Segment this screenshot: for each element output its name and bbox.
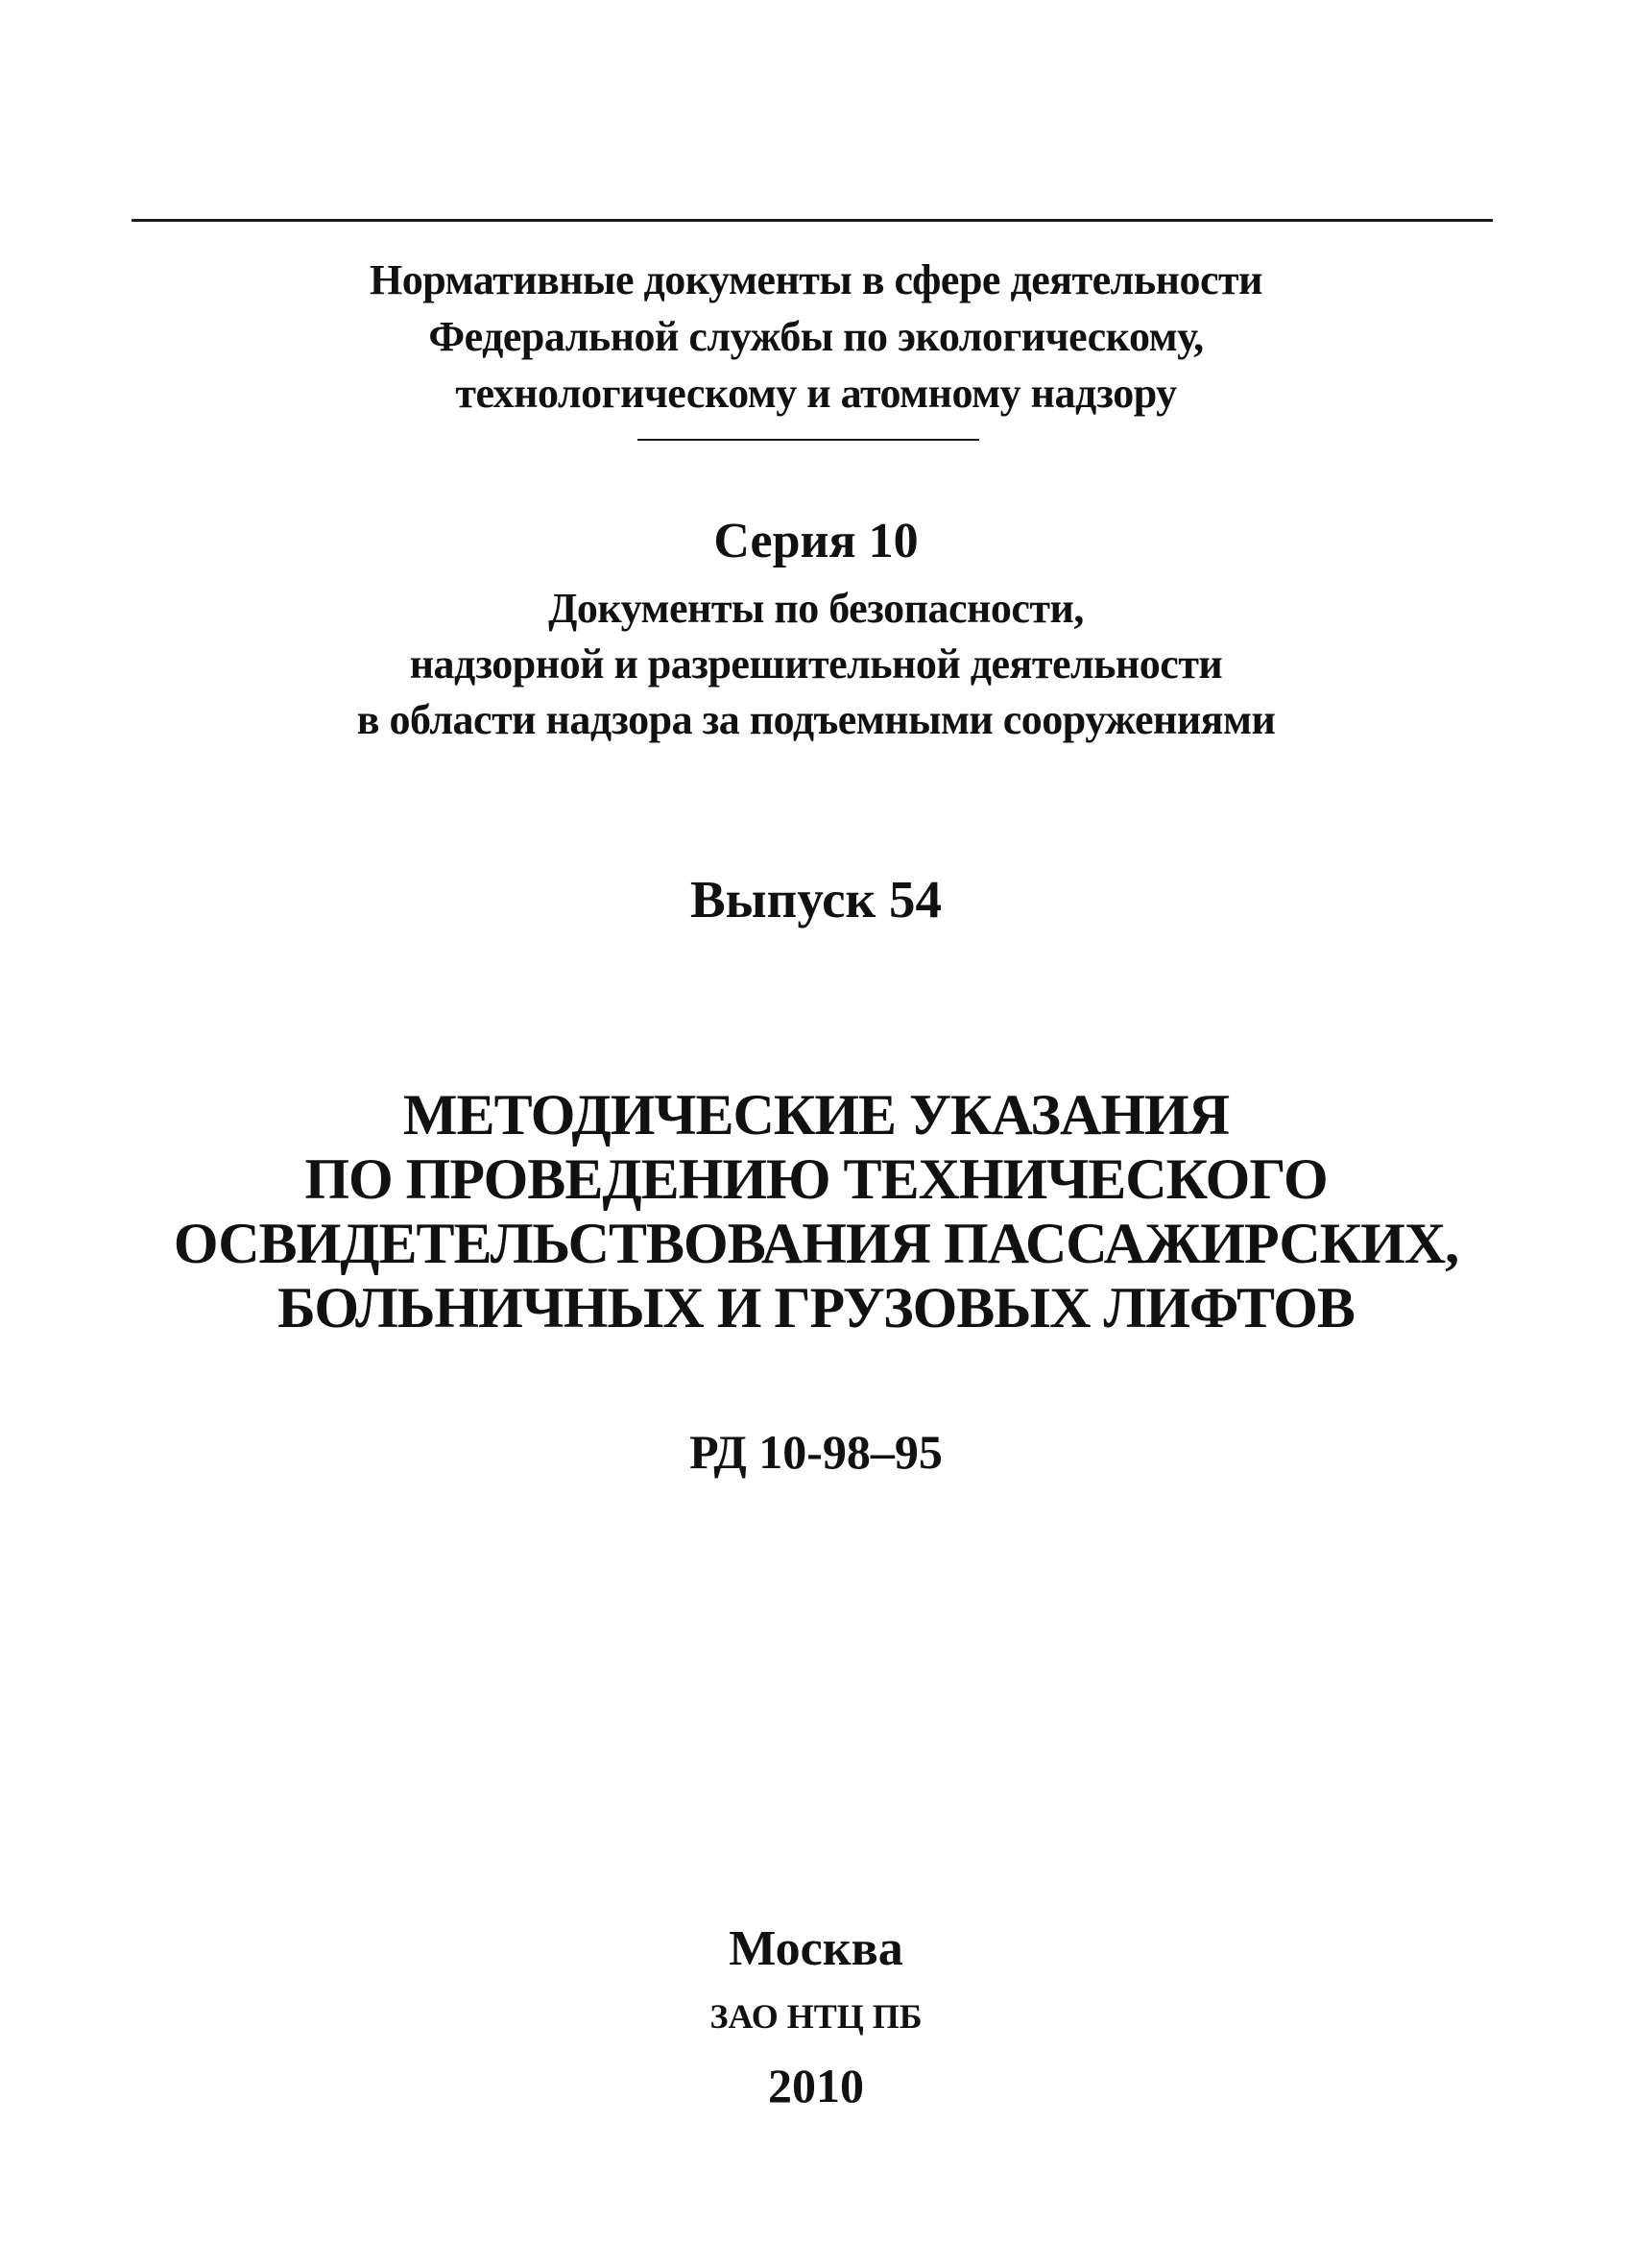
publication-series-header bbox=[0, 252, 1632, 422]
imprint-publisher: ЗАО НТЦ ПБ bbox=[709, 1997, 923, 2036]
series-description-line: Документы по безопасности, bbox=[548, 585, 1084, 632]
header-divider bbox=[637, 439, 979, 441]
series-description-line: в области надзора за подъемными сооружениями bbox=[356, 696, 1276, 743]
document-title-line: БОЛЬНИЧНЫХ И ГРУЗОВЫХ ЛИФТОВ bbox=[277, 1276, 1355, 1339]
series-description bbox=[0, 581, 1632, 748]
header-line: Нормативные документы в сфере деятельности bbox=[370, 256, 1262, 303]
imprint-city: Москва bbox=[729, 1921, 903, 1976]
series-description-line: надзорной и разрешительной деятельности bbox=[409, 640, 1223, 688]
issue-number: Выпуск 54 bbox=[690, 870, 942, 929]
document-title-line: ПО ПРОВЕДЕНИЮ ТЕХНИЧЕСКОГО bbox=[304, 1147, 1328, 1211]
header-line: Федеральной службы по экологическому, bbox=[428, 313, 1204, 360]
header-line: технологическому и атомному надзору bbox=[455, 370, 1177, 417]
series-title: Серия 10 bbox=[713, 514, 919, 568]
imprint-year: 2010 bbox=[768, 2059, 864, 2112]
document-title bbox=[0, 1083, 1632, 1340]
document-title-line: ОСВИДЕТЕЛЬСТВОВАНИЯ ПАССАЖИРСКИХ, bbox=[173, 1212, 1459, 1275]
document-title-line: МЕТОДИЧЕСКИЕ УКАЗАНИЯ bbox=[402, 1083, 1230, 1146]
top-divider bbox=[132, 219, 1493, 222]
document-code: РД 10-98–95 bbox=[689, 1425, 943, 1479]
